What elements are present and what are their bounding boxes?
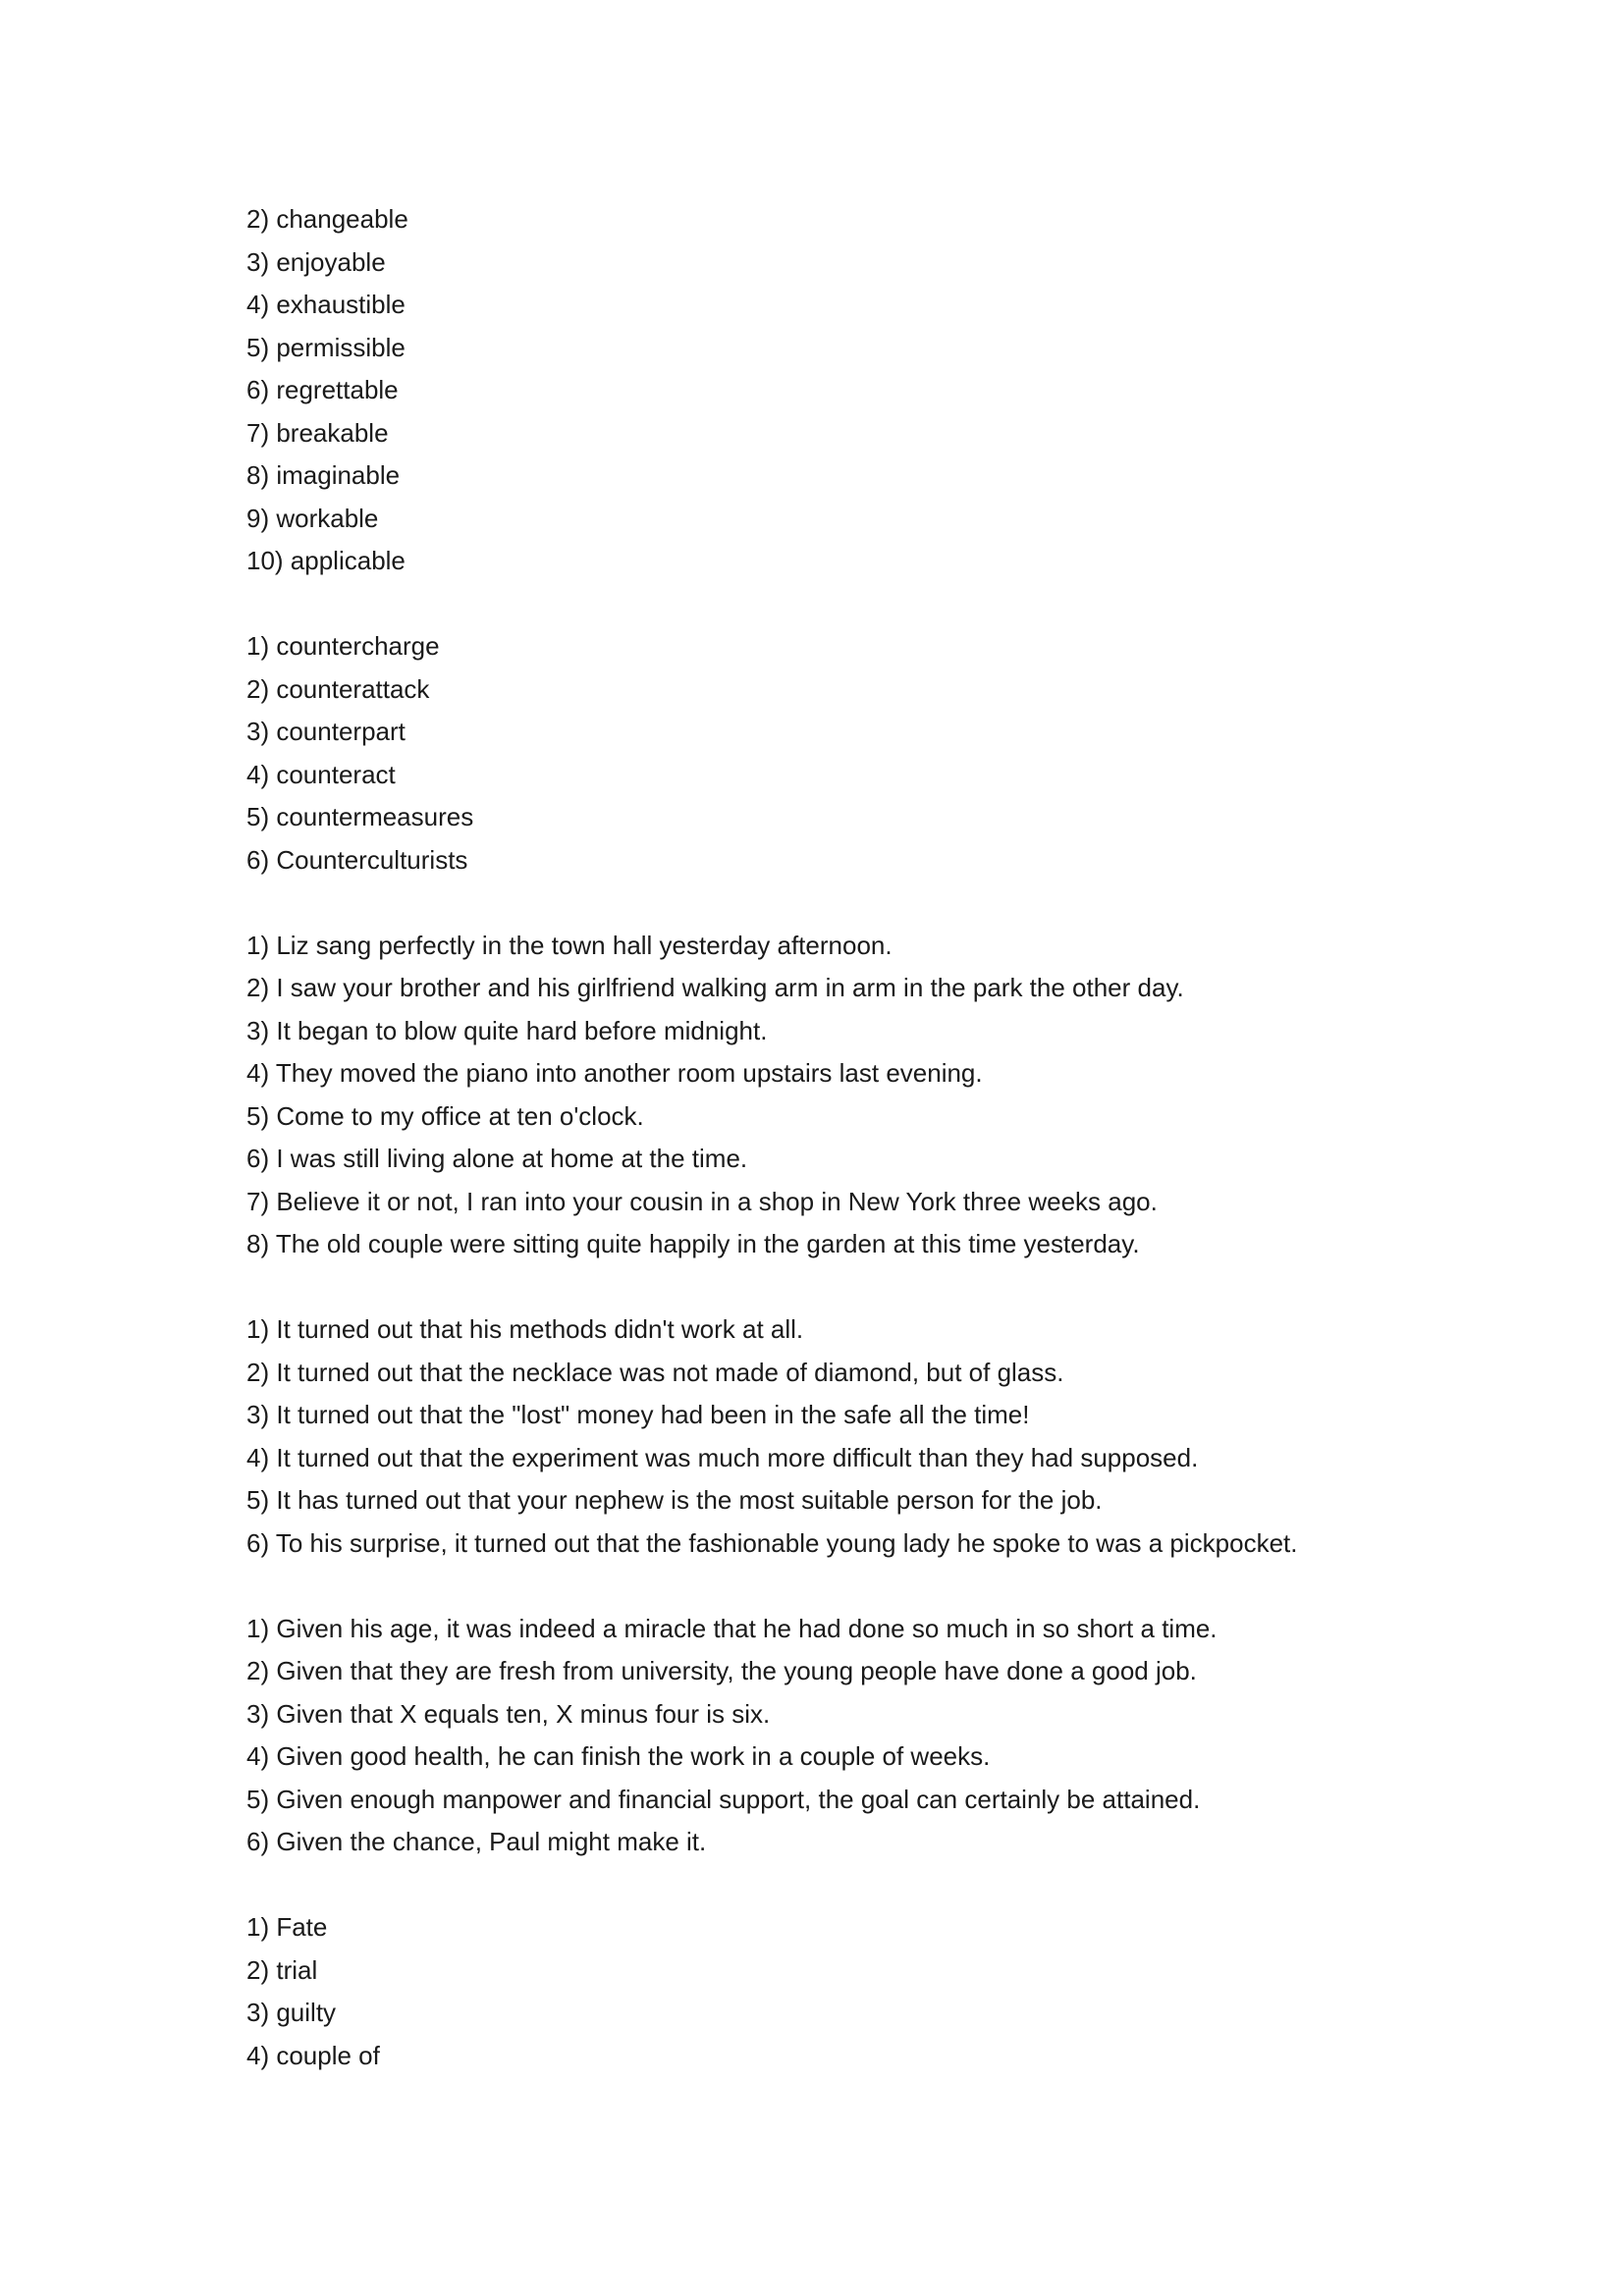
answer-line: 2) trial [246, 1954, 318, 1985]
answer-line: 5) Given enough manpower and financial support, the goal can certainly be attained. [246, 1784, 1201, 1814]
answer-line: 1) It turned out that his methods didn't work at all. [246, 1314, 804, 1344]
answer-line: 3) counterpart [246, 717, 406, 746]
answer-line: 4) exhaustible [246, 290, 406, 319]
answer-line: 3) Given that X equals ten, X minus four is six. [246, 1698, 771, 1729]
answer-line: 5) It has turned out that your nephew is the most suitable person for the job. [246, 1485, 1103, 1515]
answer-section-4 [246, 1308, 1523, 1565]
answer-line: 6) regrettable [246, 375, 399, 404]
answer-line: 2) changeable [246, 204, 408, 234]
answer-line: 1) countercharge [246, 631, 440, 661]
answer-line: 3) It began to blow quite hard before midnight. [246, 1015, 768, 1045]
answer-line: 7) Believe it or not, I ran into your cousin in a shop in New York three weeks ago. [246, 1186, 1158, 1216]
answer-line: 6) Given the chance, Paul might make it. [246, 1827, 707, 1856]
answer-line: 3) enjoyable [246, 246, 386, 277]
answer-section-2 [246, 625, 1523, 881]
answer-line: 5) countermeasures [246, 802, 474, 831]
answer-line: 2) I saw your brother and his girlfriend walking arm in arm in the park the other day. [246, 973, 1184, 1002]
answer-line: 1) Given his age, it was indeed a miracle that he had done so much in so short a time. [246, 1613, 1218, 1643]
answer-line: 4) It turned out that the experiment was much more difficult than they had supposed. [246, 1442, 1199, 1472]
answer-line: 6) Counterculturists [246, 844, 468, 875]
answer-line: 6) I was still living alone at home at the time. [246, 1144, 748, 1173]
answer-line: 2) It turned out that the necklace was not made of diamond, but of glass. [246, 1357, 1064, 1387]
answer-line: 1) Liz sang perfectly in the town hall yesterday afternoon. [246, 930, 893, 960]
answer-line: 4) counteract [246, 759, 396, 789]
answer-line: 9) workable [246, 503, 379, 533]
answer-line: 4) They moved the piano into another room upstairs last evening. [246, 1058, 983, 1088]
answer-section-5 [246, 1608, 1523, 1864]
answer-section-6 [246, 1906, 1523, 2077]
answer-line: 3) It turned out that the "lost" money had been in the safe all the time! [246, 1400, 1030, 1429]
answer-line: 7) breakable [246, 417, 389, 448]
answer-list [246, 198, 1523, 2120]
answer-line: 2) counterattack [246, 673, 430, 704]
answer-section-3 [246, 925, 1523, 1266]
answer-line: 4) couple of [246, 2040, 380, 2070]
answer-line: 3) guilty [246, 1998, 337, 2027]
answer-line: 10) applicable [246, 546, 406, 575]
answer-line: 5) Come to my office at ten o'clock. [246, 1100, 644, 1131]
answer-section-1 [246, 198, 1523, 583]
answer-line: 4) Given good health, he can finish the work in a couple of weeks. [246, 1741, 991, 1771]
answer-line: 1) Fate [246, 1912, 328, 1942]
answer-line: 8) The old couple were sitting quite happily in the garden at this time yesterday. [246, 1229, 1140, 1258]
answer-line: 6) To his surprise, it turned out that the fashionable young lady he spoke to was a pickpocket. [246, 1527, 1298, 1558]
answer-line: 2) Given that they are fresh from university, the young people have done a good job. [246, 1656, 1197, 1685]
answer-line: 5) permissible [246, 332, 406, 362]
answer-line: 8) imaginable [246, 460, 401, 490]
